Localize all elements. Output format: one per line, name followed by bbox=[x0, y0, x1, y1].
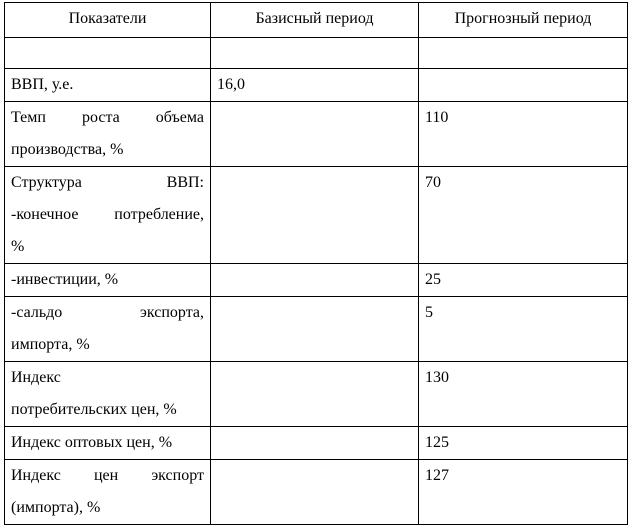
indicator-label-cell bbox=[5, 102, 211, 167]
base-period-value bbox=[211, 297, 419, 362]
indicator-label-cell bbox=[5, 362, 211, 427]
forecast-period-value: 70 bbox=[419, 167, 628, 264]
indicator-label-line: Индекс цен экспорт bbox=[11, 467, 204, 484]
indicator-label-line: -инвестиции, % bbox=[11, 271, 119, 288]
base-period-value bbox=[211, 264, 419, 297]
forecast-period-value bbox=[419, 38, 628, 69]
indicator-label-line: потребительских цен, % bbox=[11, 401, 177, 418]
indicator-label-line: Индекс оптовых цен, % bbox=[11, 434, 173, 451]
indicator-label-cell bbox=[5, 167, 211, 264]
forecast-period-value: 130 bbox=[419, 362, 628, 427]
base-period-value bbox=[211, 167, 419, 264]
indicators-table bbox=[4, 2, 628, 525]
table-row bbox=[5, 427, 628, 460]
table-row bbox=[5, 38, 628, 69]
indicator-label-line: Структура ВВП: bbox=[11, 174, 204, 191]
table-row bbox=[5, 297, 628, 362]
table-row bbox=[5, 167, 628, 264]
forecast-period-value: 125 bbox=[419, 427, 628, 460]
indicator-label-line: ВВП, у.е. bbox=[11, 76, 74, 93]
header-base-period: Базисный период bbox=[211, 3, 419, 38]
indicator-label-cell bbox=[5, 264, 211, 297]
indicator-label-line: Темп роста объема bbox=[11, 109, 204, 126]
base-period-value bbox=[211, 362, 419, 427]
forecast-period-value: 110 bbox=[419, 102, 628, 167]
forecast-period-value bbox=[419, 69, 628, 102]
indicator-label-line: импорта, % bbox=[11, 336, 90, 353]
table-row bbox=[5, 102, 628, 167]
table-row bbox=[5, 264, 628, 297]
base-period-value bbox=[211, 38, 419, 69]
indicator-label-line: Индекс bbox=[11, 369, 61, 386]
indicator-label-line: производства, % bbox=[11, 141, 124, 158]
base-period-value bbox=[211, 102, 419, 167]
base-period-value: 16,0 bbox=[211, 69, 419, 102]
header-indicators: Показатели bbox=[5, 3, 211, 38]
indicator-label-cell bbox=[5, 427, 211, 460]
indicator-label-cell bbox=[5, 38, 211, 69]
table-row bbox=[5, 69, 628, 102]
indicator-label-cell bbox=[5, 69, 211, 102]
indicator-label-cell bbox=[5, 297, 211, 362]
table-header-row bbox=[5, 3, 628, 38]
forecast-period-value: 5 bbox=[419, 297, 628, 362]
forecast-period-value: 127 bbox=[419, 460, 628, 525]
indicator-label-line: % bbox=[11, 238, 25, 255]
header-forecast-period: Прогнозный период bbox=[419, 3, 628, 38]
indicator-label-line: -сальдо экспорта, bbox=[11, 304, 204, 321]
indicator-label-cell bbox=[5, 460, 211, 525]
base-period-value bbox=[211, 460, 419, 525]
indicator-label-line: -конечное потребление, bbox=[11, 206, 204, 223]
table-row bbox=[5, 460, 628, 525]
indicator-label-line: (импорта), % bbox=[11, 499, 101, 516]
forecast-period-value: 25 bbox=[419, 264, 628, 297]
base-period-value bbox=[211, 427, 419, 460]
table-row bbox=[5, 362, 628, 427]
